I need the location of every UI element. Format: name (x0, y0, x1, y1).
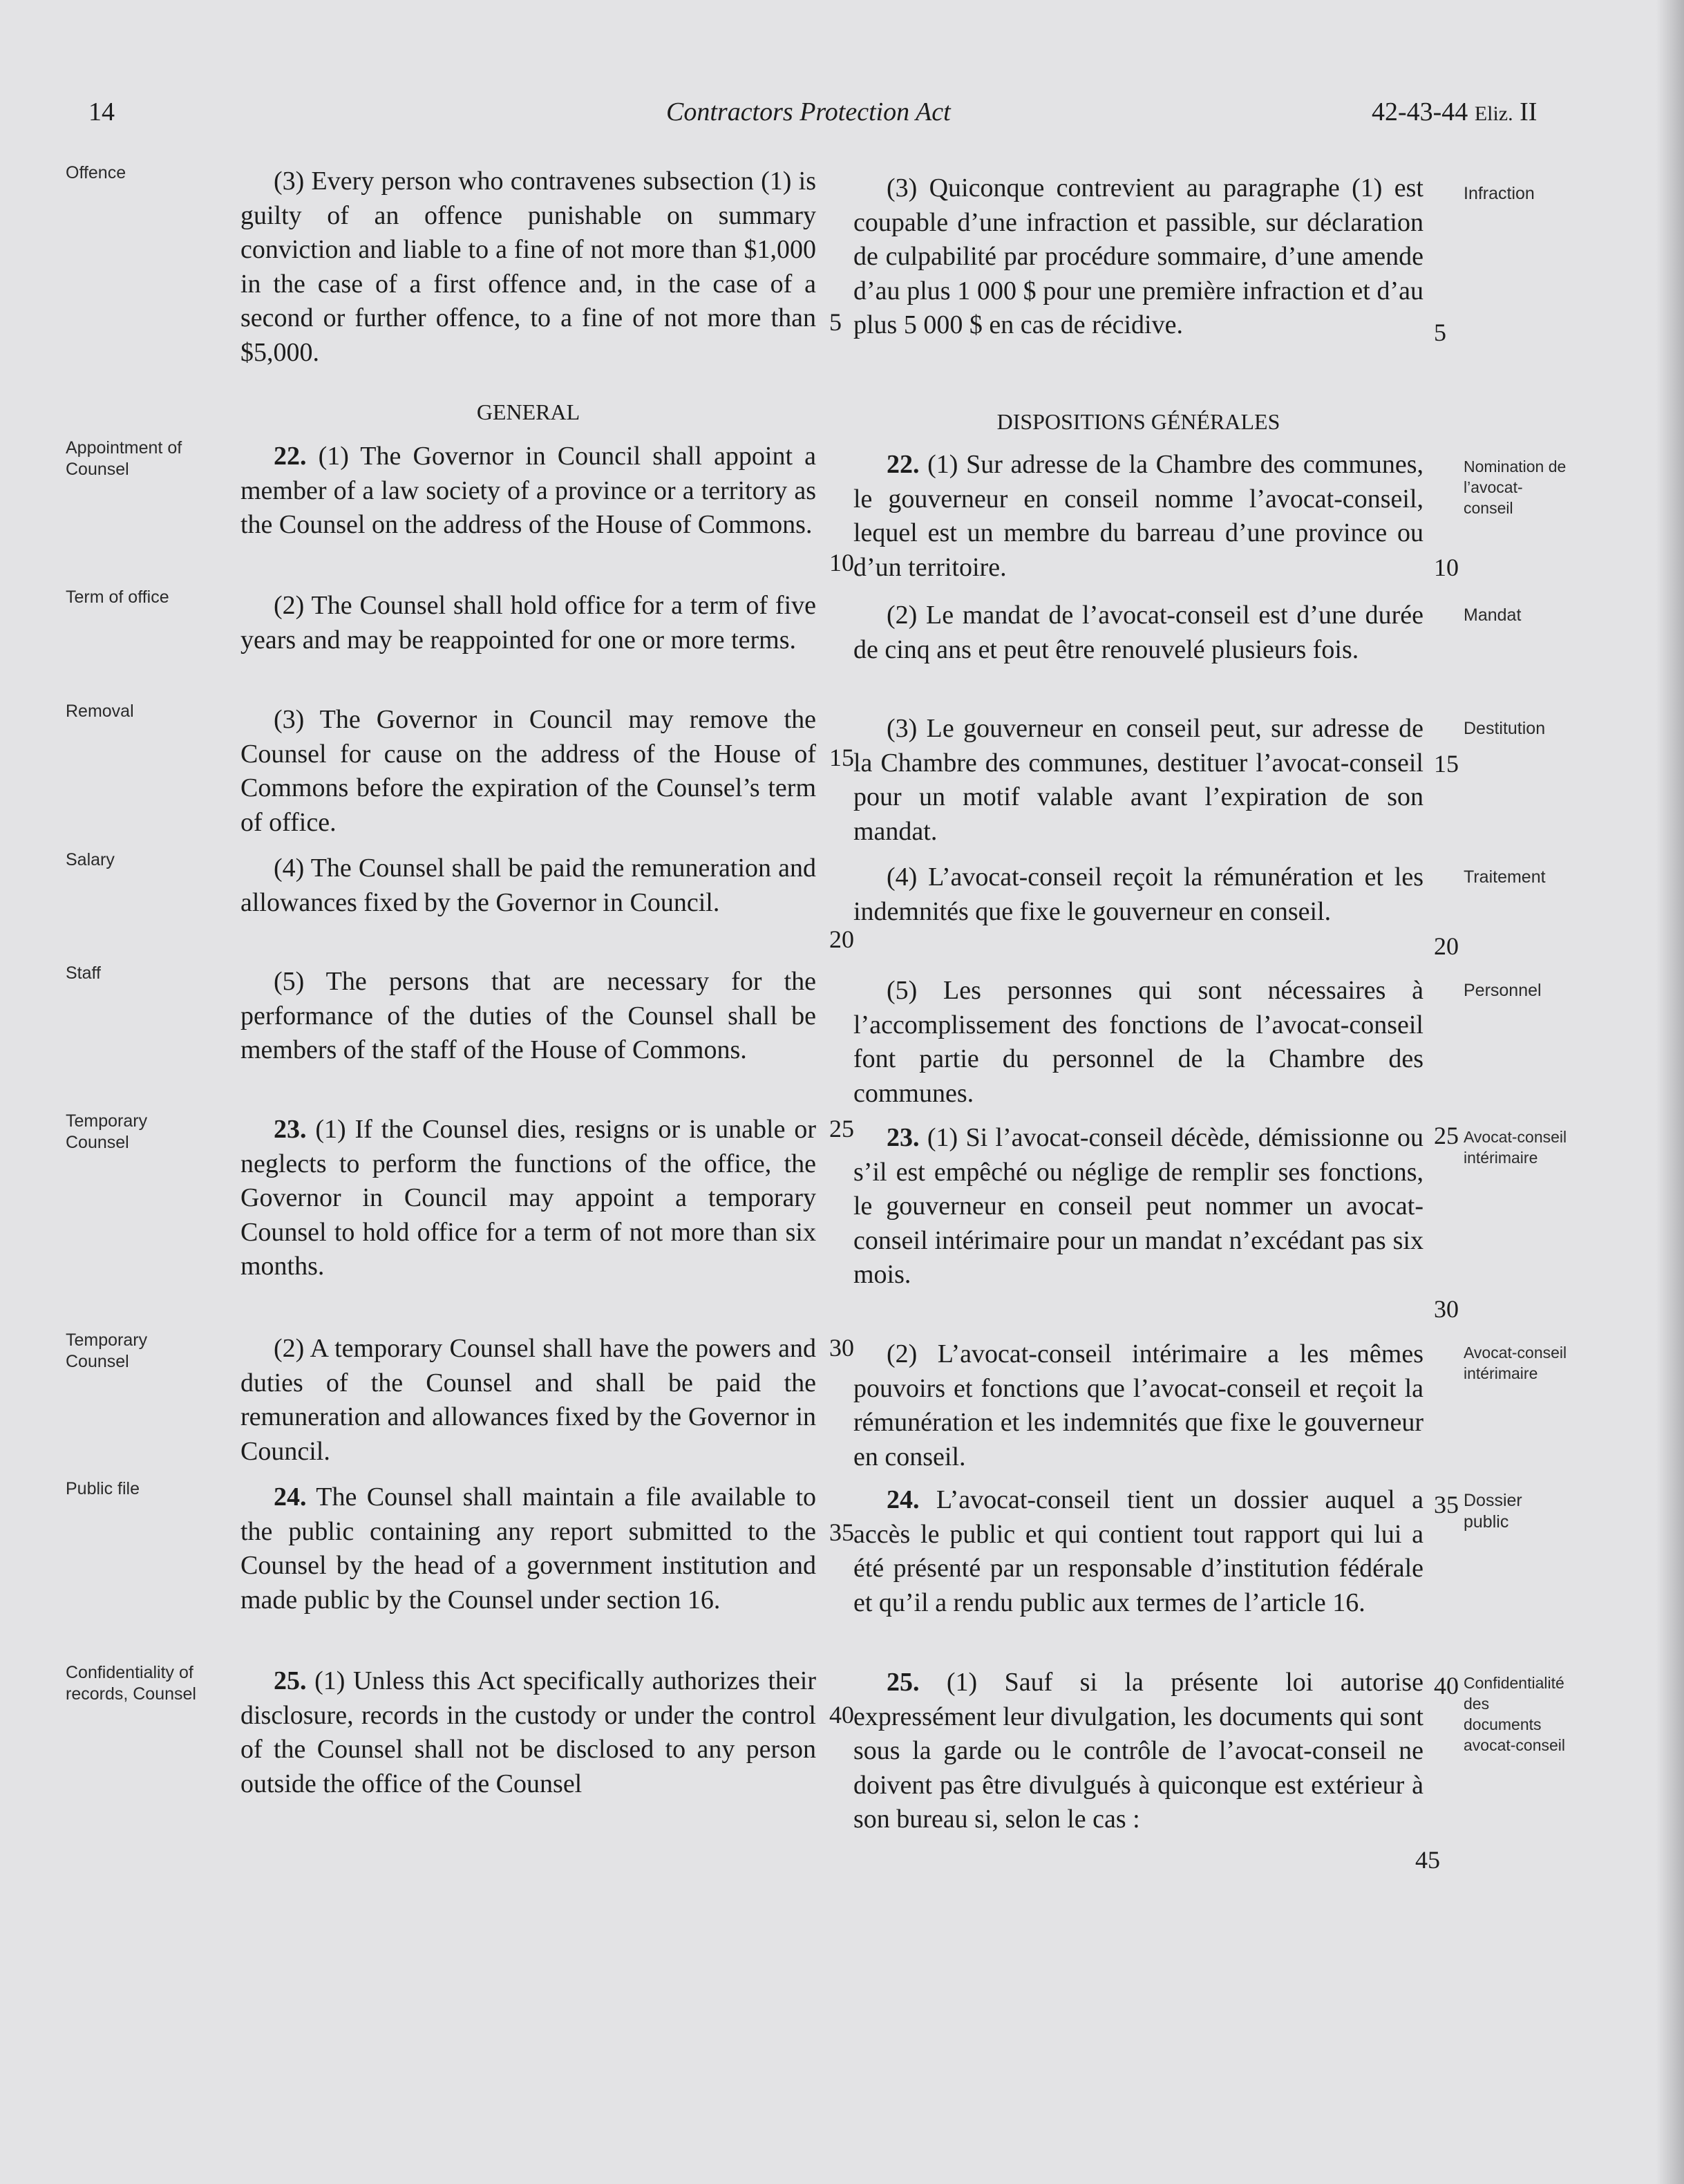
margin-note-term: Term of office (66, 587, 169, 607)
margin-note-interim-2: Avocat-conseil intérimaire (1464, 1344, 1567, 1382)
margin-note-interim-1: Avocat-conseil intérimaire (1464, 1128, 1567, 1167)
margin-note-temporary-counsel-2: Temporary Counsel (66, 1330, 148, 1371)
fr-section-24: 24. L’avocat-conseil tient un dossier auquel a accès le public et qui contient tout rapport qui lui a été présenté par un responsable d’institution fédérale et qu’il a rendu public aux termes de l’article 16. (853, 1485, 1423, 1617)
margin-note-mandat: Mandat (1464, 605, 1522, 625)
margin-note-destitution: Destitution (1464, 719, 1546, 738)
fr-section-22-3: (3) Le gouverneur en conseil peut, sur adresse de la Chambre des communes, destituer l’avocat-conseil pour un motif valable avant l’expiration de son mandat. (853, 714, 1423, 846)
margin-note-staff: Staff (66, 963, 101, 983)
en-line-number: 30 (829, 1334, 854, 1362)
fr-line-number: 45 (1415, 1846, 1440, 1874)
en-line-number: 20 (829, 925, 854, 953)
page-number: 14 (88, 97, 115, 126)
en-line-number: 10 (829, 549, 854, 576)
fr-section-22-5: (5) Les personnes qui sont nécessaires à l’accomplissement des fonctions de l’avocat-conseil font partie du personnel de la Chambre des communes. (853, 976, 1423, 1108)
en-section-22-2: (2) The Counsel shall hold office for a term of five years and may be reappointed for one or more terms. (240, 591, 816, 655)
margin-note-salary: Salary (66, 850, 115, 869)
margin-note-confidentialite: Confidentialité des documents avocat-conseil (1464, 1674, 1566, 1754)
running-title: Contractors Protection Act (666, 97, 951, 126)
fr-section-22-2: (2) Le mandat de l’avocat-conseil est d’une durée de cinq ans et peut être renouvelé plusieurs fois. (853, 601, 1423, 664)
en-section-23-1: 23. (1) If the Counsel dies, resigns or is unable or neglects to perform the functions of the office, the Governor in Council may appoint a temporary Counsel to hold office for a term of not more than six months. (240, 1115, 816, 1281)
en-section-24: 24. The Counsel shall maintain a file available to the public containing any report submitted to the Counsel by the head of a government institution and made public by the Counsel under section 16. (240, 1482, 816, 1615)
fr-line-number: 25 (1434, 1122, 1459, 1149)
margin-note-offence: Offence (66, 163, 126, 182)
margin-note-confidentiality: Confidentiality of records, Counsel (66, 1663, 196, 1704)
en-section-22-1: 22. (1) The Governor in Council shall appoint a member of a law society of a province or a territory as the Counsel on the address of the House of Commons. (240, 442, 817, 539)
margin-note-public-file: Public file (66, 1479, 140, 1498)
fr-section-25-1: 25. (1) Sauf si la présente loi autorise expressément leur divulgation, les documents qui sont sous la garde ou le contrôle de l’avocat-conseil ne doivent pas être divulgués à quiconque est extérieur à son bureau si, selon le cas : (853, 1668, 1423, 1834)
margin-note-removal: Removal (66, 702, 134, 721)
fr-section-22-4: (4) L’avocat-conseil reçoit la rémunération et les indemnités que fixe le gouverneur en conseil. (853, 863, 1423, 926)
en-line-number: 35 (829, 1518, 854, 1546)
fr-line-number: 10 (1434, 554, 1459, 581)
page-edge-shadow (1656, 0, 1684, 2184)
margin-note-infraction: Infraction (1464, 184, 1535, 203)
fr-line-number: 40 (1434, 1672, 1459, 1700)
margin-note-personnel: Personnel (1464, 981, 1542, 1000)
fr-line-number: 35 (1434, 1491, 1459, 1518)
en-offence-paragraph: (3) Every person who contravenes subsection (1) is guilty of an offence punishable on summary conviction and liable to a fine of not more than $1,000 in the case of a first offence and, in the case of a second or further offence, to a fine of not more than $5,000. (240, 167, 816, 367)
session-roman: II (1513, 97, 1538, 126)
en-section-22-4: (4) The Counsel shall be paid the remuneration and allowances fixed by the Governor in Council. (240, 854, 816, 917)
en-section-22-5: (5) The persons that are necessary for the performance of the duties of the Counsel shall be members of the staff of the House of Commons. (240, 967, 816, 1064)
fr-infraction-paragraph: (3) Quiconque contrevient au paragraphe (1) est coupable d’une infraction et passible, sur déclaration de culpabilité par procédure sommaire, d’une amende d’au plus 1 000 $ pour une première infraction et d’au plus 5 000 $ en cas de récidive. (853, 173, 1423, 339)
session-eliz: Eliz. (1474, 102, 1513, 125)
fr-line-number: 30 (1434, 1295, 1459, 1323)
fr-heading-dispositions: DISPOSITIONS GÉNÉRALES (996, 409, 1280, 434)
margin-note-appointment: Appointment of Counsel (66, 438, 182, 479)
en-line-number: 5 (829, 308, 842, 336)
en-heading-general: GENERAL (476, 399, 580, 424)
fr-section-23-2: (2) L’avocat-conseil intérimaire a les mêmes pouvoirs et fonctions que l’avocat-conseil et reçoit la rémunération et les indemnités que fixe le gouverneur en conseil. (853, 1339, 1423, 1471)
en-section-23-2: (2) A temporary Counsel shall have the powers and duties of the Counsel and shall be paid the remuneration and allowances fixed by the Governor in Council. (240, 1334, 816, 1466)
fr-line-number: 20 (1434, 932, 1459, 960)
margin-note-traitement: Traitement (1464, 867, 1546, 887)
en-line-number: 15 (829, 744, 854, 771)
session-reference (1372, 97, 1537, 127)
fr-section-23-1: 23. (1) Si l’avocat-conseil décède, démissionne ou s’il est empêché ou néglige de remplir ses fonctions, le gouverneur en conseil peut nommer un avocat-conseil intérimaire pour un mandat n’excédant pas six mois. (853, 1123, 1424, 1289)
margin-note-nomination: Nomination de l’avocat-conseil (1464, 458, 1567, 517)
fr-line-number: 15 (1434, 750, 1459, 778)
en-line-number: 40 (829, 1701, 854, 1729)
en-line-number: 25 (829, 1115, 854, 1142)
margin-note-temporary-counsel-1: Temporary Counsel (66, 1111, 148, 1152)
en-section-25-1: 25. (1) Unless this Act specifically authorizes their disclosure, records in the custody or under the control of the Counsel shall not be disclosed to any person outside the office of the Counsel (240, 1666, 816, 1798)
fr-line-number: 5 (1434, 319, 1446, 346)
session-number: 42-43-44 (1372, 97, 1475, 126)
fr-section-22-1: 22. (1) Sur adresse de la Chambre des communes, le gouverneur en conseil nomme l’avocat-conseil, lequel est un membre du barreau d’une province ou d’un territoire. (853, 450, 1424, 582)
en-section-22-3: (3) The Governor in Council may remove the Counsel for cause on the address of the House of Commons before the expiration of the Counsel’s term of office. (240, 705, 816, 837)
margin-note-dossier: Dossier public (1464, 1491, 1522, 1532)
